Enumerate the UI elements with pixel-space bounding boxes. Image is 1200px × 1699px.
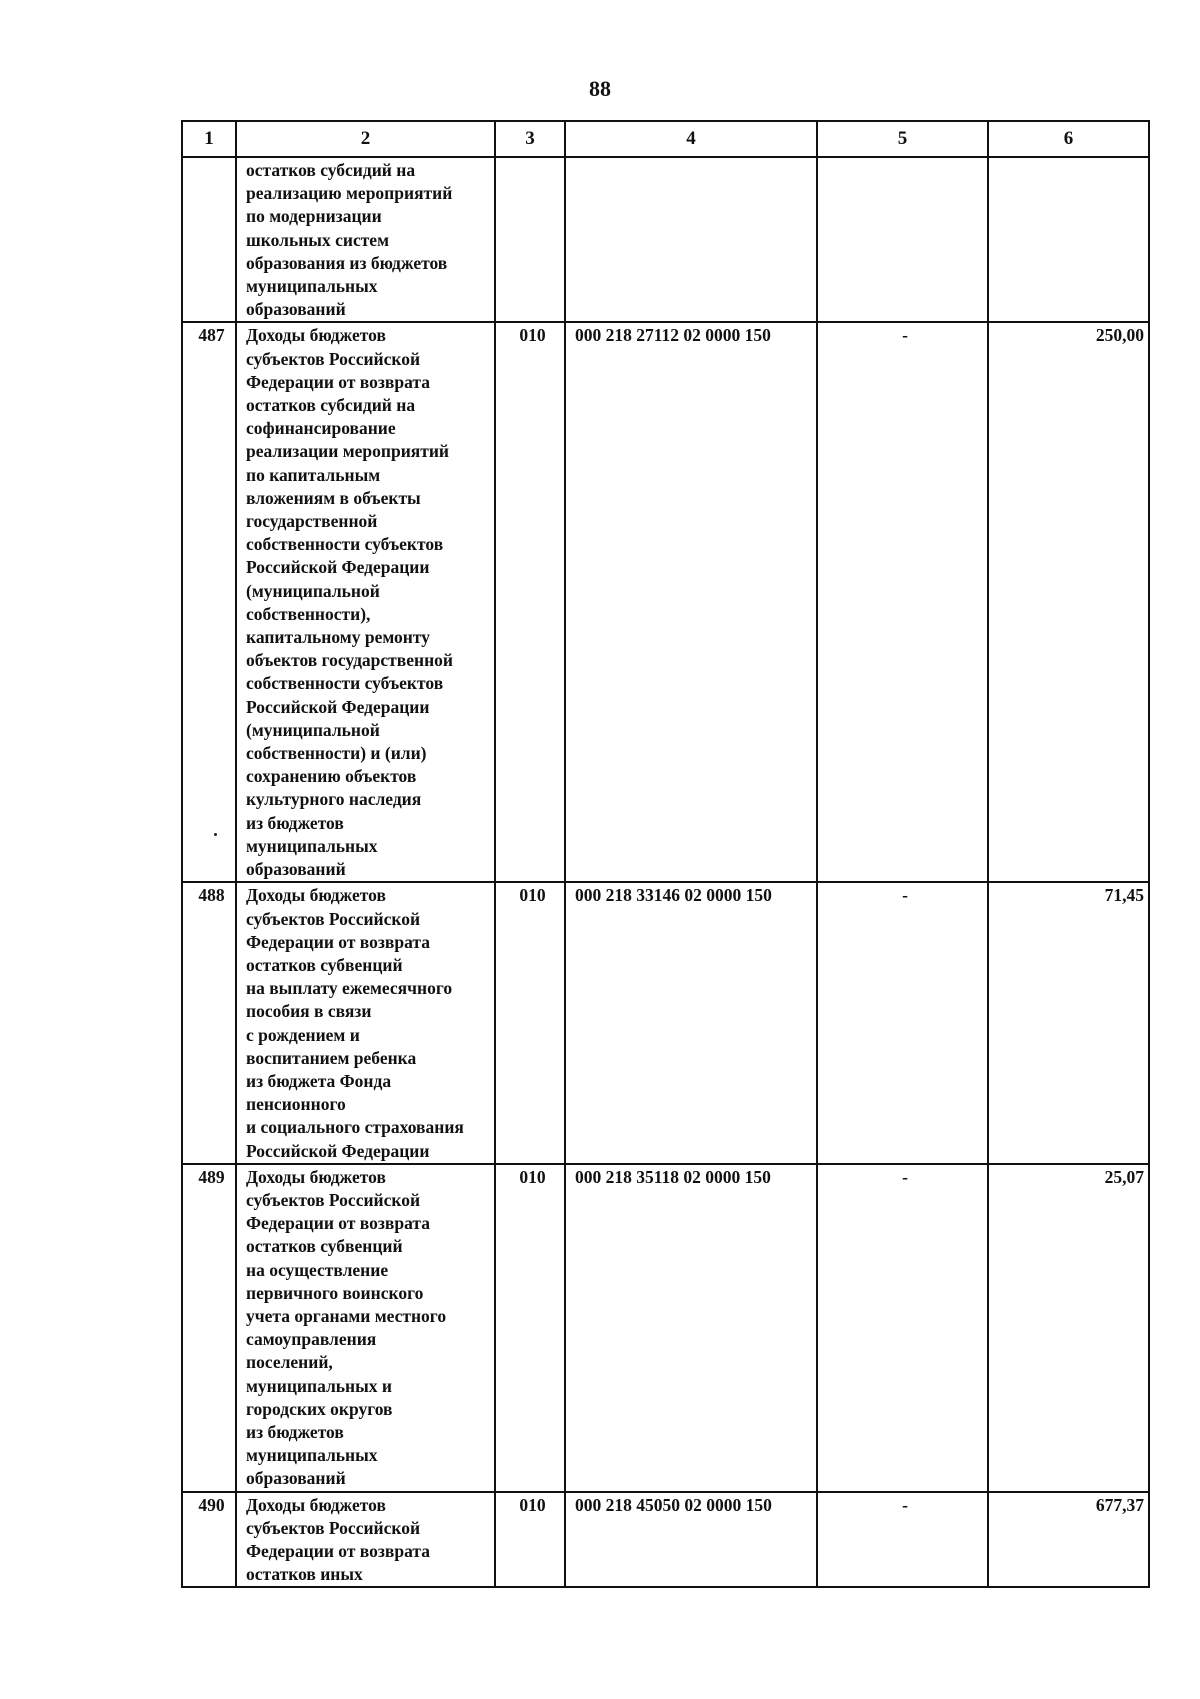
row-number-cell: 487 <box>182 322 236 882</box>
column-5-cell: - <box>817 1164 988 1492</box>
income-name-line: самоуправления <box>246 1329 377 1350</box>
amount-cell <box>988 157 1149 322</box>
income-name-line: объектов государственной <box>246 650 453 671</box>
table-row <box>182 322 1149 882</box>
header-col-3: 3 <box>495 121 565 157</box>
table-row <box>182 157 1149 322</box>
income-name-line: Российской Федерации <box>246 696 430 717</box>
column-5-cell <box>817 157 988 322</box>
admin-code-cell: 010 <box>495 1164 565 1492</box>
row-number-cell: 490 <box>182 1492 236 1588</box>
income-name-line: образования из бюджетов <box>246 252 448 273</box>
income-name-line: учета органами местного <box>246 1305 447 1326</box>
income-name-line: остатков субвенций <box>246 954 403 975</box>
income-name-line: Федерации от возврата <box>246 931 430 952</box>
budget-classification-code-cell: 000 218 45050 02 0000 150 <box>565 1492 817 1588</box>
income-name-line: муниципальных и <box>246 1375 393 1396</box>
income-name-line: Российской Федерации <box>246 1140 430 1161</box>
income-name-line: с рождением и <box>246 1024 360 1045</box>
income-name-line: государственной <box>246 511 378 532</box>
header-col-4: 4 <box>565 121 817 157</box>
header-col-5: 5 <box>817 121 988 157</box>
income-name-line: Доходы бюджетов <box>246 1494 386 1515</box>
amount-cell: 71,45 <box>988 882 1149 1163</box>
income-name-line: первичного воинского <box>246 1282 424 1303</box>
income-name-line: муниципальных <box>246 835 378 856</box>
row-number-cell: 489 <box>182 1164 236 1492</box>
budget-classification-code-cell: 000 218 35118 02 0000 150 <box>565 1164 817 1492</box>
amount-cell: 677,37 <box>988 1492 1149 1588</box>
income-name-line: (муниципальной <box>246 580 380 601</box>
income-name-line: субъектов Российской <box>246 908 421 929</box>
income-name-line: Доходы бюджетов <box>246 1166 386 1187</box>
income-name-line: собственности субъектов <box>246 534 444 555</box>
admin-code-cell <box>495 157 565 322</box>
income-name-line: поселений, <box>246 1352 333 1373</box>
income-name-line: пособия в связи <box>246 1001 372 1022</box>
income-name-line: образований <box>246 299 346 320</box>
table-body <box>182 157 1149 1587</box>
income-name-line: субъектов Российской <box>246 348 421 369</box>
income-name-line: сохранению объектов <box>246 766 417 787</box>
income-name-line: реализацию мероприятий <box>246 183 453 204</box>
income-name-cell <box>236 157 495 322</box>
income-name-line: собственности), <box>246 603 371 624</box>
table-row <box>182 1492 1149 1588</box>
row-number-cell <box>182 157 236 322</box>
income-name-line: (муниципальной <box>246 719 380 740</box>
income-name-line: остатков субсидий на <box>246 160 416 180</box>
column-5-cell: - <box>817 322 988 882</box>
income-name-line: остатков субвенций <box>246 1236 403 1257</box>
income-name-line: реализации мероприятий <box>246 441 450 462</box>
income-name-line: остатков иных <box>246 1564 363 1585</box>
income-name-line: и социального страхования <box>246 1117 464 1138</box>
income-name-cell <box>236 322 495 882</box>
income-name-line: пенсионного <box>246 1094 346 1115</box>
table-row <box>182 882 1149 1163</box>
income-name-line: софинансирование <box>246 418 396 439</box>
income-name-line: образований <box>246 1468 346 1489</box>
income-name-line: субъектов Российской <box>246 1189 421 1210</box>
income-name-line: субъектов Российской <box>246 1517 421 1538</box>
amount-cell: 25,07 <box>988 1164 1149 1492</box>
amount-cell: 250,00 <box>988 322 1149 882</box>
column-5-cell: - <box>817 1492 988 1588</box>
income-name-line: культурного наследия <box>246 789 422 810</box>
income-name-line: собственности субъектов <box>246 673 444 694</box>
income-name-line: из бюджетов <box>246 812 344 833</box>
row-number-cell: 488 <box>182 882 236 1163</box>
income-name-cell <box>236 1492 495 1588</box>
income-name-line: Федерации от возврата <box>246 371 430 392</box>
income-name-line: Российской Федерации <box>246 557 430 578</box>
header-col-1: 1 <box>182 121 236 157</box>
header-col-6: 6 <box>988 121 1149 157</box>
column-5-cell: - <box>817 882 988 1163</box>
income-name-line: Доходы бюджетов <box>246 885 386 906</box>
income-name-line: муниципальных <box>246 276 378 297</box>
budget-classification-code-cell: 000 218 27112 02 0000 150 <box>565 322 817 882</box>
page-number: 88 <box>589 76 611 101</box>
table-row <box>182 1164 1149 1492</box>
income-name-line: городских округов <box>246 1398 393 1419</box>
income-name-line: образований <box>246 859 346 880</box>
budget-revenue-table <box>181 120 1150 1588</box>
income-name-line: вложениям в объекты <box>246 487 421 508</box>
income-name-line: на осуществление <box>246 1259 389 1280</box>
table-header-row <box>182 121 1149 157</box>
income-name-line: собственности) и (или) <box>246 743 427 764</box>
income-name-cell <box>236 1164 495 1492</box>
income-name-line: из бюджета Фонда <box>246 1070 392 1091</box>
income-name-line: из бюджетов <box>246 1421 344 1442</box>
income-name-line: муниципальных <box>246 1445 378 1466</box>
income-name-line: на выплату ежемесячного <box>246 978 453 999</box>
budget-classification-code-cell <box>565 157 817 322</box>
income-name-line: остатков субсидий на <box>246 395 416 416</box>
income-name-line: по капитальным <box>246 464 381 485</box>
scan-speck <box>214 833 217 836</box>
income-name-line: Федерации от возврата <box>246 1540 430 1561</box>
header-col-2: 2 <box>236 121 495 157</box>
admin-code-cell: 010 <box>495 882 565 1163</box>
admin-code-cell: 010 <box>495 322 565 882</box>
income-name-line: школьных систем <box>246 229 389 250</box>
income-name-line: Федерации от возврата <box>246 1213 430 1234</box>
income-name-line: капитальному ремонту <box>246 627 430 648</box>
income-name-line: воспитанием ребенка <box>246 1047 417 1068</box>
budget-classification-code-cell: 000 218 33146 02 0000 150 <box>565 882 817 1163</box>
admin-code-cell: 010 <box>495 1492 565 1588</box>
income-name-line: по модернизации <box>246 206 382 227</box>
income-name-line: Доходы бюджетов <box>246 325 386 346</box>
income-name-cell <box>236 882 495 1163</box>
